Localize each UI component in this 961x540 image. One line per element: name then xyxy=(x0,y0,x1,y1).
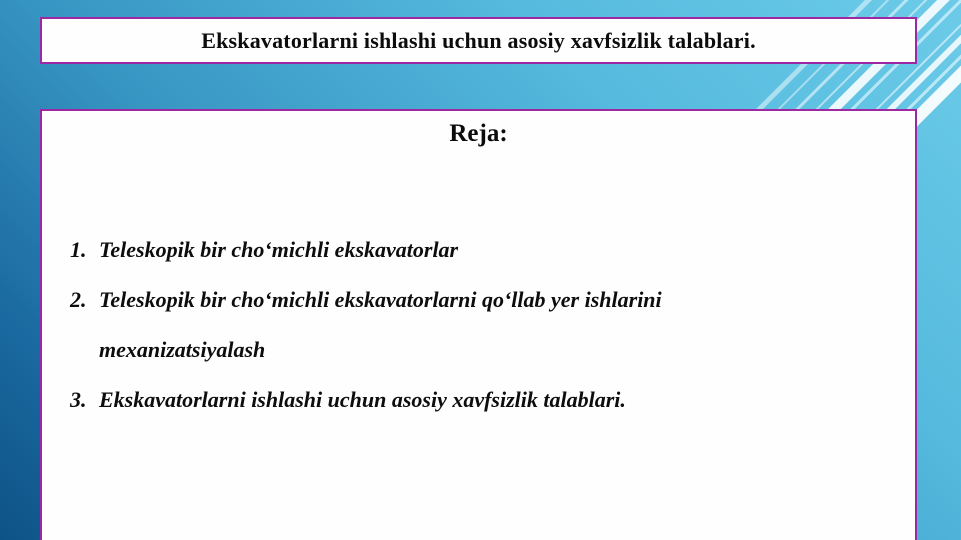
list-item-text: Ekskavatorlarni ishlashi uchun asosiy xavfsizlik talablari. xyxy=(99,387,626,412)
slide-title-box xyxy=(40,17,917,64)
list-item-number: 1. xyxy=(70,237,87,262)
list-item-number: 3. xyxy=(70,387,87,412)
list-item xyxy=(42,225,825,275)
list-item xyxy=(42,375,825,425)
slide-content-box xyxy=(40,109,917,540)
list-item-text: Teleskopik bir cho‘michli ekskavatorlarni qo‘llab yer ishlarini mexanizatsiyalash xyxy=(99,287,662,362)
slide-title: Ekskavatorlarni ishlashi uchun asosiy xavfsizlik talablari. xyxy=(201,27,756,53)
list-item xyxy=(42,275,825,375)
plan-heading: Reja: xyxy=(449,120,508,147)
plan-list xyxy=(42,225,915,425)
list-item-number: 2. xyxy=(70,287,87,312)
list-item-text: Teleskopik bir cho‘michli ekskavatorlar xyxy=(99,237,459,262)
